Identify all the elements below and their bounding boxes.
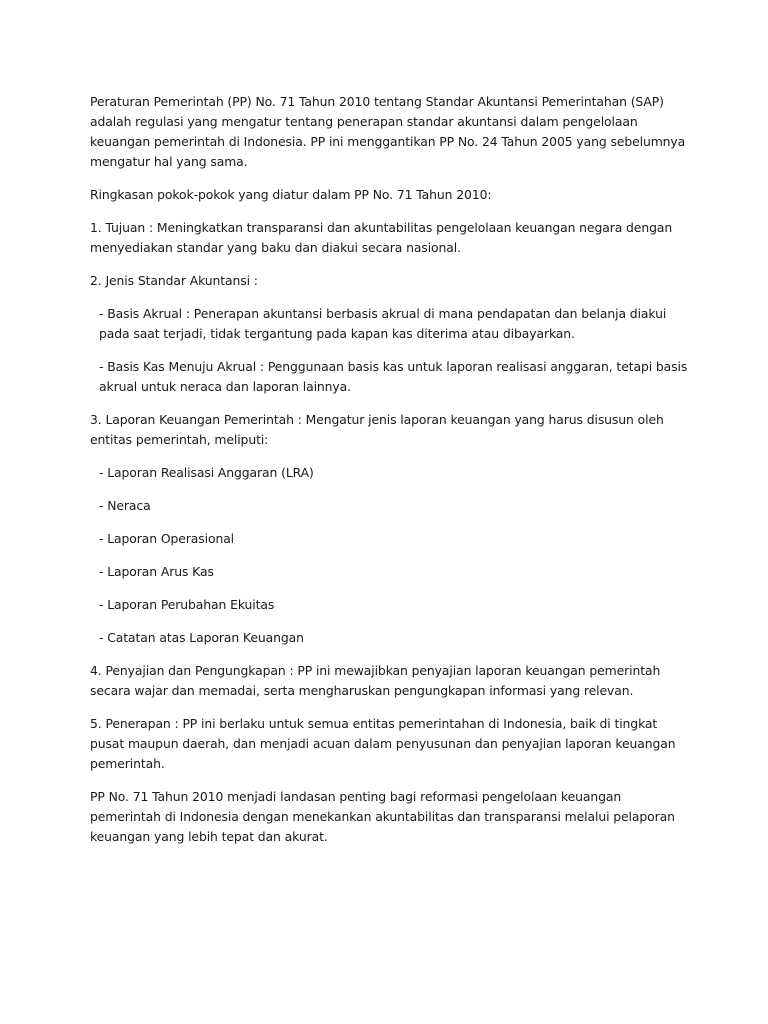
point-laporan-keuangan: 3. Laporan Keuangan Pemerintah : Mengatur jenis laporan keuangan yang harus disusun oleh entitas pemerintah, meliputi: — [90, 412, 664, 447]
sub-point-basis-akrual: - Basis Akrual : Penerapan akuntansi berbasis akrual di mana pendapatan dan belanja diakui pada saat terjadi, tidak tergantung pada kapan kas diterima atau dibayarkan. — [99, 306, 667, 341]
report-list-item: - Catatan atas Laporan Keuangan — [99, 630, 304, 645]
summary-heading: Ringkasan pokok-pokok yang diatur dalam PP No. 71 Tahun 2010: — [90, 187, 492, 202]
report-list-item: - Laporan Operasional — [99, 531, 235, 546]
sub-point-basis-kas-menuju-akrual: - Basis Kas Menuju Akrual : Penggunaan basis kas untuk laporan realisasi anggaran, tetapi basis akrual untuk neraca dan laporan lainnya. — [99, 359, 688, 394]
conclusion-paragraph: PP No. 71 Tahun 2010 menjadi landasan penting bagi reformasi pengelolaan keuangan pemerintah di Indonesia dengan menekankan akuntabilitas dan transparansi melalui pelaporan keuangan yang lebih tepat dan akurat. — [90, 789, 675, 844]
report-list-item: - Neraca — [99, 498, 151, 513]
point-penerapan: 5. Penerapan : PP ini berlaku untuk semua entitas pemerintahan di Indonesia, baik di tingkat pusat maupun daerah, dan menjadi acuan dalam penyusunan dan penyajian laporan keuangan pemerintah. — [90, 716, 676, 771]
report-list-item: - Laporan Arus Kas — [99, 564, 214, 579]
point-penyajian: 4. Penyajian dan Pengungkapan : PP ini mewajibkan penyajian laporan keuangan pemerintah secara wajar dan memadai, serta mengharuskan pengungkapan informasi yang relevan. — [90, 663, 661, 698]
point-jenis-standar: 2. Jenis Standar Akuntansi : — [90, 273, 258, 288]
document-body — [90, 92, 690, 860]
report-list-item: - Laporan Perubahan Ekuitas — [99, 597, 275, 612]
report-list-item: - Laporan Realisasi Anggaran (LRA) — [99, 465, 314, 480]
intro-paragraph: Peraturan Pemerintah (PP) No. 71 Tahun 2010 tentang Standar Akuntansi Pemerintahan (SAP) adalah regulasi yang mengatur tentang penerapan standar akuntansi dalam pengelolaan keuangan pemerintah di Indonesia. PP ini menggantikan PP No. 24 Tahun 2005 yang sebelumnya mengatur hal yang sama. — [90, 94, 686, 169]
point-tujuan: 1. Tujuan : Meningkatkan transparansi dan akuntabilitas pengelolaan keuangan negara dengan menyediakan standar yang baku dan diakui secara nasional. — [90, 220, 673, 255]
